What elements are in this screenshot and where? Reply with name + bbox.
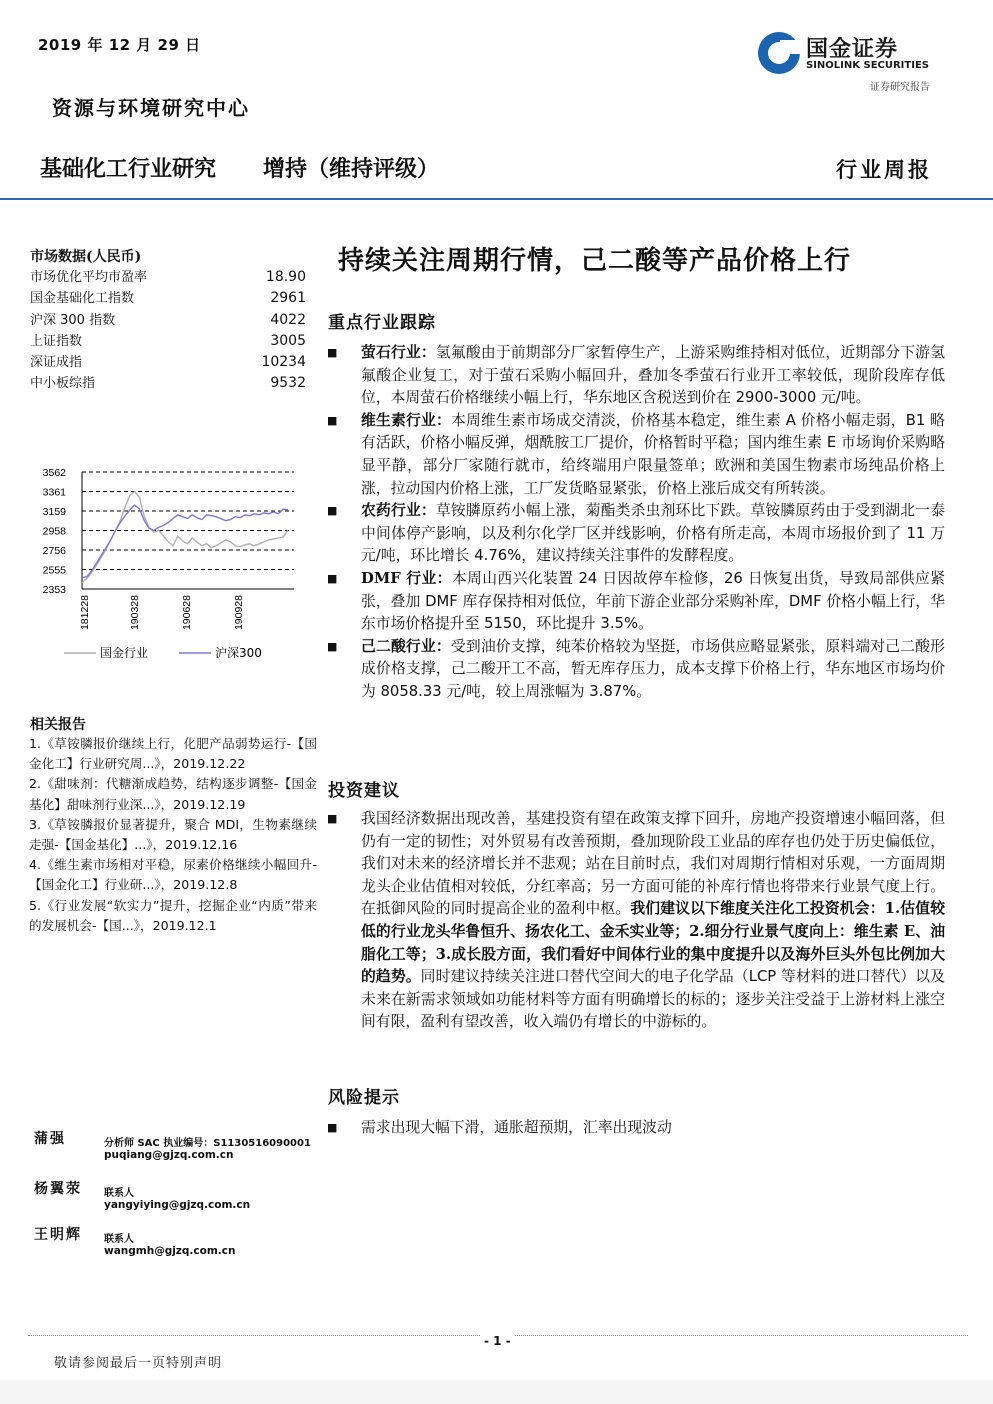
chart-legend-label: 沪深300 bbox=[215, 646, 262, 660]
logo-cn: 国金证券 bbox=[806, 37, 899, 62]
bullet-icon: ■ bbox=[327, 571, 338, 585]
section-heading-investment: 投资建议 bbox=[328, 781, 400, 801]
analyst-email[interactable]: puqiang@gjzq.com.cn bbox=[104, 1149, 234, 1161]
analyst-name: 王明辉 bbox=[34, 1227, 82, 1243]
chart-legend-label: 国金行业 bbox=[100, 646, 149, 660]
market-row: 国金基础化工指数 2961 bbox=[30, 290, 306, 307]
analyst-name: 杨翼荥 bbox=[34, 1181, 82, 1197]
research-center: 资源与环境研究中心 bbox=[52, 96, 250, 120]
related-report-item[interactable]: 5.《行业发展“软实力”提升，挖掘企业“内质”带来的发展机会-【国...》，2019.12.1 bbox=[29, 897, 317, 933]
market-row: 沪深 300 指数 4022 bbox=[30, 311, 306, 328]
market-data-title: 市场数据(人民币) bbox=[30, 249, 142, 265]
related-report-item[interactable]: 2.《甜味剂：代糖渐成趋势，结构逐步调整-【国金基化】甜味剂行业深...》，2019.12.19 bbox=[29, 776, 317, 812]
section-heading-risk: 风险提示 bbox=[328, 1088, 400, 1108]
bullet-icon: ■ bbox=[327, 504, 338, 518]
analyst-role: 联系人 bbox=[104, 1234, 134, 1245]
bullet-icon: ■ bbox=[327, 1121, 338, 1134]
analyst-email[interactable]: wangmh@gjzq.com.cn bbox=[104, 1245, 236, 1257]
risk-body bbox=[327, 1117, 945, 1140]
bullet-icon: ■ bbox=[327, 413, 338, 427]
page-number: - 1 - bbox=[480, 1334, 515, 1348]
page-bottom-band bbox=[0, 1380, 993, 1404]
chart-y-tick: 3361 bbox=[42, 486, 66, 499]
bullet-item: ■ DMF 行业：本周山西兴化装置 24 日因故停车检修，26 日恢复出货，导致局部供应紧张，叠加 DMF 库存保持相对低位，年前下游企业部分采购补库，DMF 价格小幅上行，华东市场价格提升至 5150，环比提升 3.5%。 bbox=[327, 569, 945, 633]
market-row: 中小板综指 9532 bbox=[30, 375, 306, 392]
related-report-item[interactable]: 1.《草铵膦报价继续上行，化肥产品弱势运行-【国金化工】行业研究周...》，2019.12.22 bbox=[29, 736, 317, 772]
chart-x-tick: 190328 bbox=[129, 595, 141, 631]
logo-sub: 证券研究报告 bbox=[870, 82, 930, 93]
analyst-name: 蒲强 bbox=[34, 1131, 66, 1147]
report-date: 2019 年 12 月 29 日 bbox=[38, 36, 201, 54]
market-row: 上证指数 3005 bbox=[30, 332, 306, 349]
investment-body bbox=[327, 808, 945, 1034]
rating: 增持（维持评级） bbox=[263, 157, 440, 182]
analyst-role: 分析师 SAC 执业编号：S1130516090001 bbox=[104, 1138, 311, 1149]
bullet-item: ■ 农药行业：草铵膦原药小幅上涨，菊酯类杀虫剂环比下跌。草铵膦原药由于受到湖北一泰中间体停产影响，以及利尔化学厂区并线影响，价格有所走高，本周市场报价到了 11 万元/吨，环比增长 4.76%，建议持续关注事件的发酵程度。 bbox=[327, 502, 945, 565]
industry-title: 基础化工行业研究 bbox=[40, 157, 217, 182]
market-row: 市场优化平均市盈率 18.90 bbox=[30, 269, 306, 285]
index-line-chart bbox=[24, 460, 304, 675]
analyst-role: 联系人 bbox=[104, 1188, 134, 1199]
logo bbox=[758, 30, 948, 100]
section-heading-tracking: 重点行业跟踪 bbox=[328, 313, 436, 333]
chart-x-tick: 190628 bbox=[181, 595, 193, 631]
chart-x-tick: 190928 bbox=[233, 595, 245, 631]
bullet-icon: ■ bbox=[327, 346, 338, 359]
main-title: 持续关注周期行情，己二酸等产品价格上行 bbox=[338, 246, 852, 276]
chart-y-tick: 3562 bbox=[42, 467, 66, 479]
industry-tracking-body bbox=[327, 342, 945, 704]
bullet-item: ■ 我国经济数据出现改善，基建投资有望在政策支撑下回升，房地产投资增速小幅回落，但仍有一定的韧性；对外贸易有改善预期，叠加现阶段工业品的库存也仍处于历史偏低位，我们对未来的经济增长并不悲观；站在目前时点，我们对周期行情相对乐观，一方面周期龙头企业估值相对较低，分红率高；另一方面可能的补库行情也将带来行业景气度上行。在抵御风险的同时提高企业的盈利中枢。我们建议以下维度关注化工投资机会：1.估值较低的行业龙头华鲁恒升、扬农化工、金禾实业等；2.细分行业景气度向上：维生素 E、油脂化工等；3.成长股方面，我们看好中间体行业的集中度提升以及海外巨头外包比例加大的趋势。同时建议持续关注进口替代空间大的电子化学品（LCP 等材料的进口替代）以及未来在新需求领域如功能材料等方面有明确增长的标的；逐步关注受益于上游材料上涨空间有限，盈利有望改善，收入端仍有增长的中游标的。 bbox=[327, 810, 945, 1031]
bullet-item: ■ 萤石行业：氢氟酸由于前期部分厂家暂停生产，上游采购维持相对低位，近期部分下游氢氟酸企业复工，对于萤石采购小幅回升，叠加冬季萤石行业开工率较低，现阶段库存低位，本周萤石价格继续小幅上行，华东地区含税送到价在 2900-3000 元/吨。 bbox=[327, 344, 945, 407]
chart-y-tick: 2555 bbox=[42, 564, 66, 577]
bullet-icon: ■ bbox=[327, 639, 338, 653]
related-report-item[interactable]: 4.《维生素市场相对平稳，尿素价格继续小幅回升-【国金化工】行业研...》，2019.12.8 bbox=[29, 857, 317, 893]
header-divider bbox=[0, 198, 993, 200]
logo-en: SINOLINK SECURITIES bbox=[806, 60, 929, 71]
bullet-item: ■ 维生素行业：本周维生素市场成交清淡，价格基本稳定，维生素 A 价格小幅走弱，B1 略有活跃，价格小幅反弹，烟酰胺工厂提价，价格暂时平稳；国内维生素 E 市场询价采购略显平静，部分厂家随行就市，给终端用户限量签单；欧洲和美国生物素市场纯品价格上涨，拉动国内价格上涨，工厂发货略显紧张，价格上涨后成交有所转淡。 bbox=[327, 411, 945, 497]
analyst-email[interactable]: yangyiying@gjzq.com.cn bbox=[104, 1199, 251, 1211]
related-reports-list bbox=[29, 734, 317, 936]
bullet-item: ■ 己二酸行业：受到油价支撑，纯苯价格较为坚挺，市场供应略显紧张，原料端对己二酸形成价格支撑，己二酸开工不高，暂无库存压力，成本支撑下价格上行，华东地区市场均价为 8058.33 元/吨，较上周涨幅为 3.87%。 bbox=[327, 637, 945, 700]
footer-disclaimer: 敬请参阅最后一页特别声明 bbox=[54, 1356, 223, 1371]
doc-type: 行业周报 bbox=[836, 158, 932, 182]
related-report-item[interactable]: 3.《草铵膦报价显著提升，聚合 MDI，生物素继续走强-【国金基化】...》，2019.12.16 bbox=[29, 816, 317, 853]
logo-icon bbox=[758, 32, 800, 74]
bullet-item: ■ 需求出现大幅下滑，通胀超预期，汇率出现波动 bbox=[327, 1117, 945, 1140]
related-reports-title: 相关报告 bbox=[30, 717, 86, 733]
chart-y-tick: 2958 bbox=[42, 525, 66, 538]
chart-x-tick: 181228 bbox=[79, 595, 91, 631]
market-row: 深证成指 10234 bbox=[30, 354, 306, 371]
chart-series-line bbox=[82, 505, 288, 578]
chart-y-tick: 3159 bbox=[42, 506, 66, 518]
bullet-icon: ■ bbox=[327, 812, 338, 825]
chart-y-tick: 2353 bbox=[42, 584, 66, 596]
market-data-table bbox=[30, 267, 306, 395]
chart-y-tick: 2756 bbox=[42, 545, 66, 557]
